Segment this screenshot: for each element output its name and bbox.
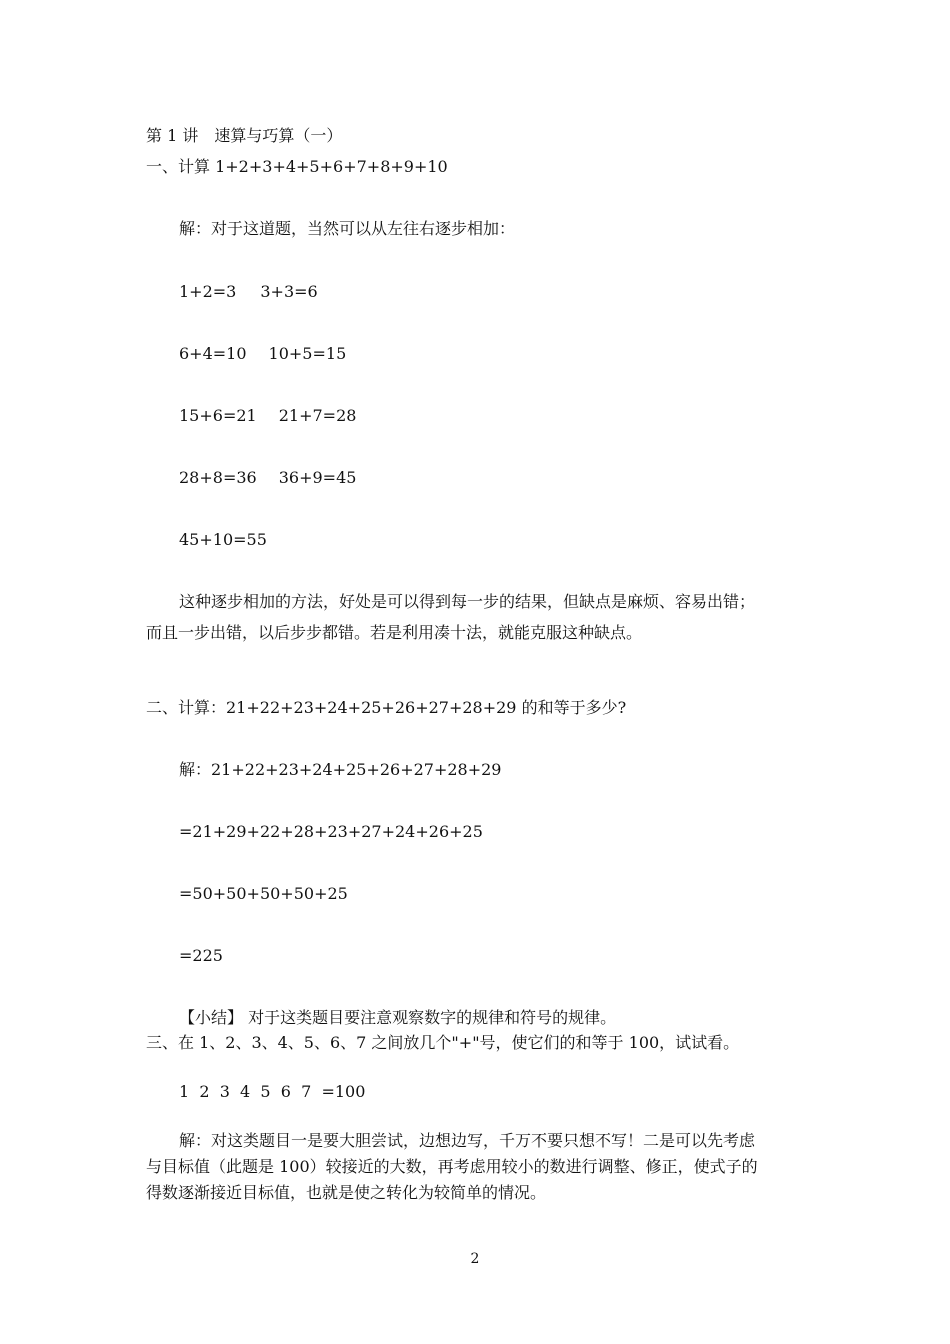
- problem-1-step-row: [179, 468, 356, 488]
- problem-2-solution-line: =225: [179, 946, 223, 965]
- problem-3-solution-line: 解：对这类题目一是要大胆尝试，边想边写，千万不要只想不写！二是可以先考虑: [179, 1131, 756, 1150]
- problem-1-comment-line: 而且一步出错，以后步步都错。若是利用凑十法，就能克服这种缺点。: [146, 623, 643, 642]
- lecture-title: 第 1 讲 速算与巧算（一）: [146, 126, 343, 145]
- problem-1-step-row: [179, 344, 346, 364]
- step-equation: 3+3=6: [260, 282, 318, 301]
- problem-2-solution-line: =50+50+50+50+25: [179, 884, 348, 903]
- problem-2-solution-line: 解：21+22+23+24+25+26+27+28+29: [179, 760, 502, 779]
- problem-1-step-row: [179, 282, 318, 302]
- problem-3-solution-line: 得数逐渐接近目标值，也就是使之转化为较简单的情况。: [146, 1183, 547, 1202]
- problem-1-step-row: [179, 530, 267, 550]
- step-equation: 21+7=28: [278, 406, 357, 425]
- problem-1-question: 一、计算 1+2+3+4+5+6+7+8+9+10: [146, 157, 448, 176]
- step-equation: 6+4=10: [179, 344, 247, 363]
- problem-3-expression: 1 2 3 4 5 6 7 =100: [179, 1082, 366, 1101]
- problem-3-solution-line: 与目标值（此题是 100）较接近的大数，再考虑用较小的数进行调整、修正，使式子的: [146, 1157, 758, 1176]
- problem-3-question: 三、在 1、2、3、4、5、6、7 之间放几个"+"号，使它们的和等于 100，试试看。: [146, 1033, 740, 1052]
- step-equation: 10+5=15: [268, 344, 347, 363]
- page-number: 2: [470, 1251, 480, 1267]
- step-equation: 15+6=21: [179, 406, 257, 425]
- step-equation: 1+2=3: [179, 282, 237, 301]
- problem-1-intro: 解：对于这道题，当然可以从左往右逐步相加：: [179, 219, 516, 238]
- problem-1-comment-line: 这种逐步相加的方法，好处是可以得到每一步的结果，但缺点是麻烦、容易出错；: [179, 592, 756, 611]
- step-equation: 36+9=45: [278, 468, 357, 487]
- problem-2-question: 二、计算：21+22+23+24+25+26+27+28+29 的和等于多少?: [146, 698, 627, 717]
- problem-2-summary: 【小结】 对于这类题目要注意观察数字的规律和符号的规律。: [179, 1008, 617, 1027]
- step-equation: 28+8=36: [179, 468, 257, 487]
- step-equation: 45+10=55: [179, 530, 267, 549]
- problem-2-solution-line: =21+29+22+28+23+27+24+26+25: [179, 822, 483, 841]
- problem-1-step-row: [179, 406, 356, 426]
